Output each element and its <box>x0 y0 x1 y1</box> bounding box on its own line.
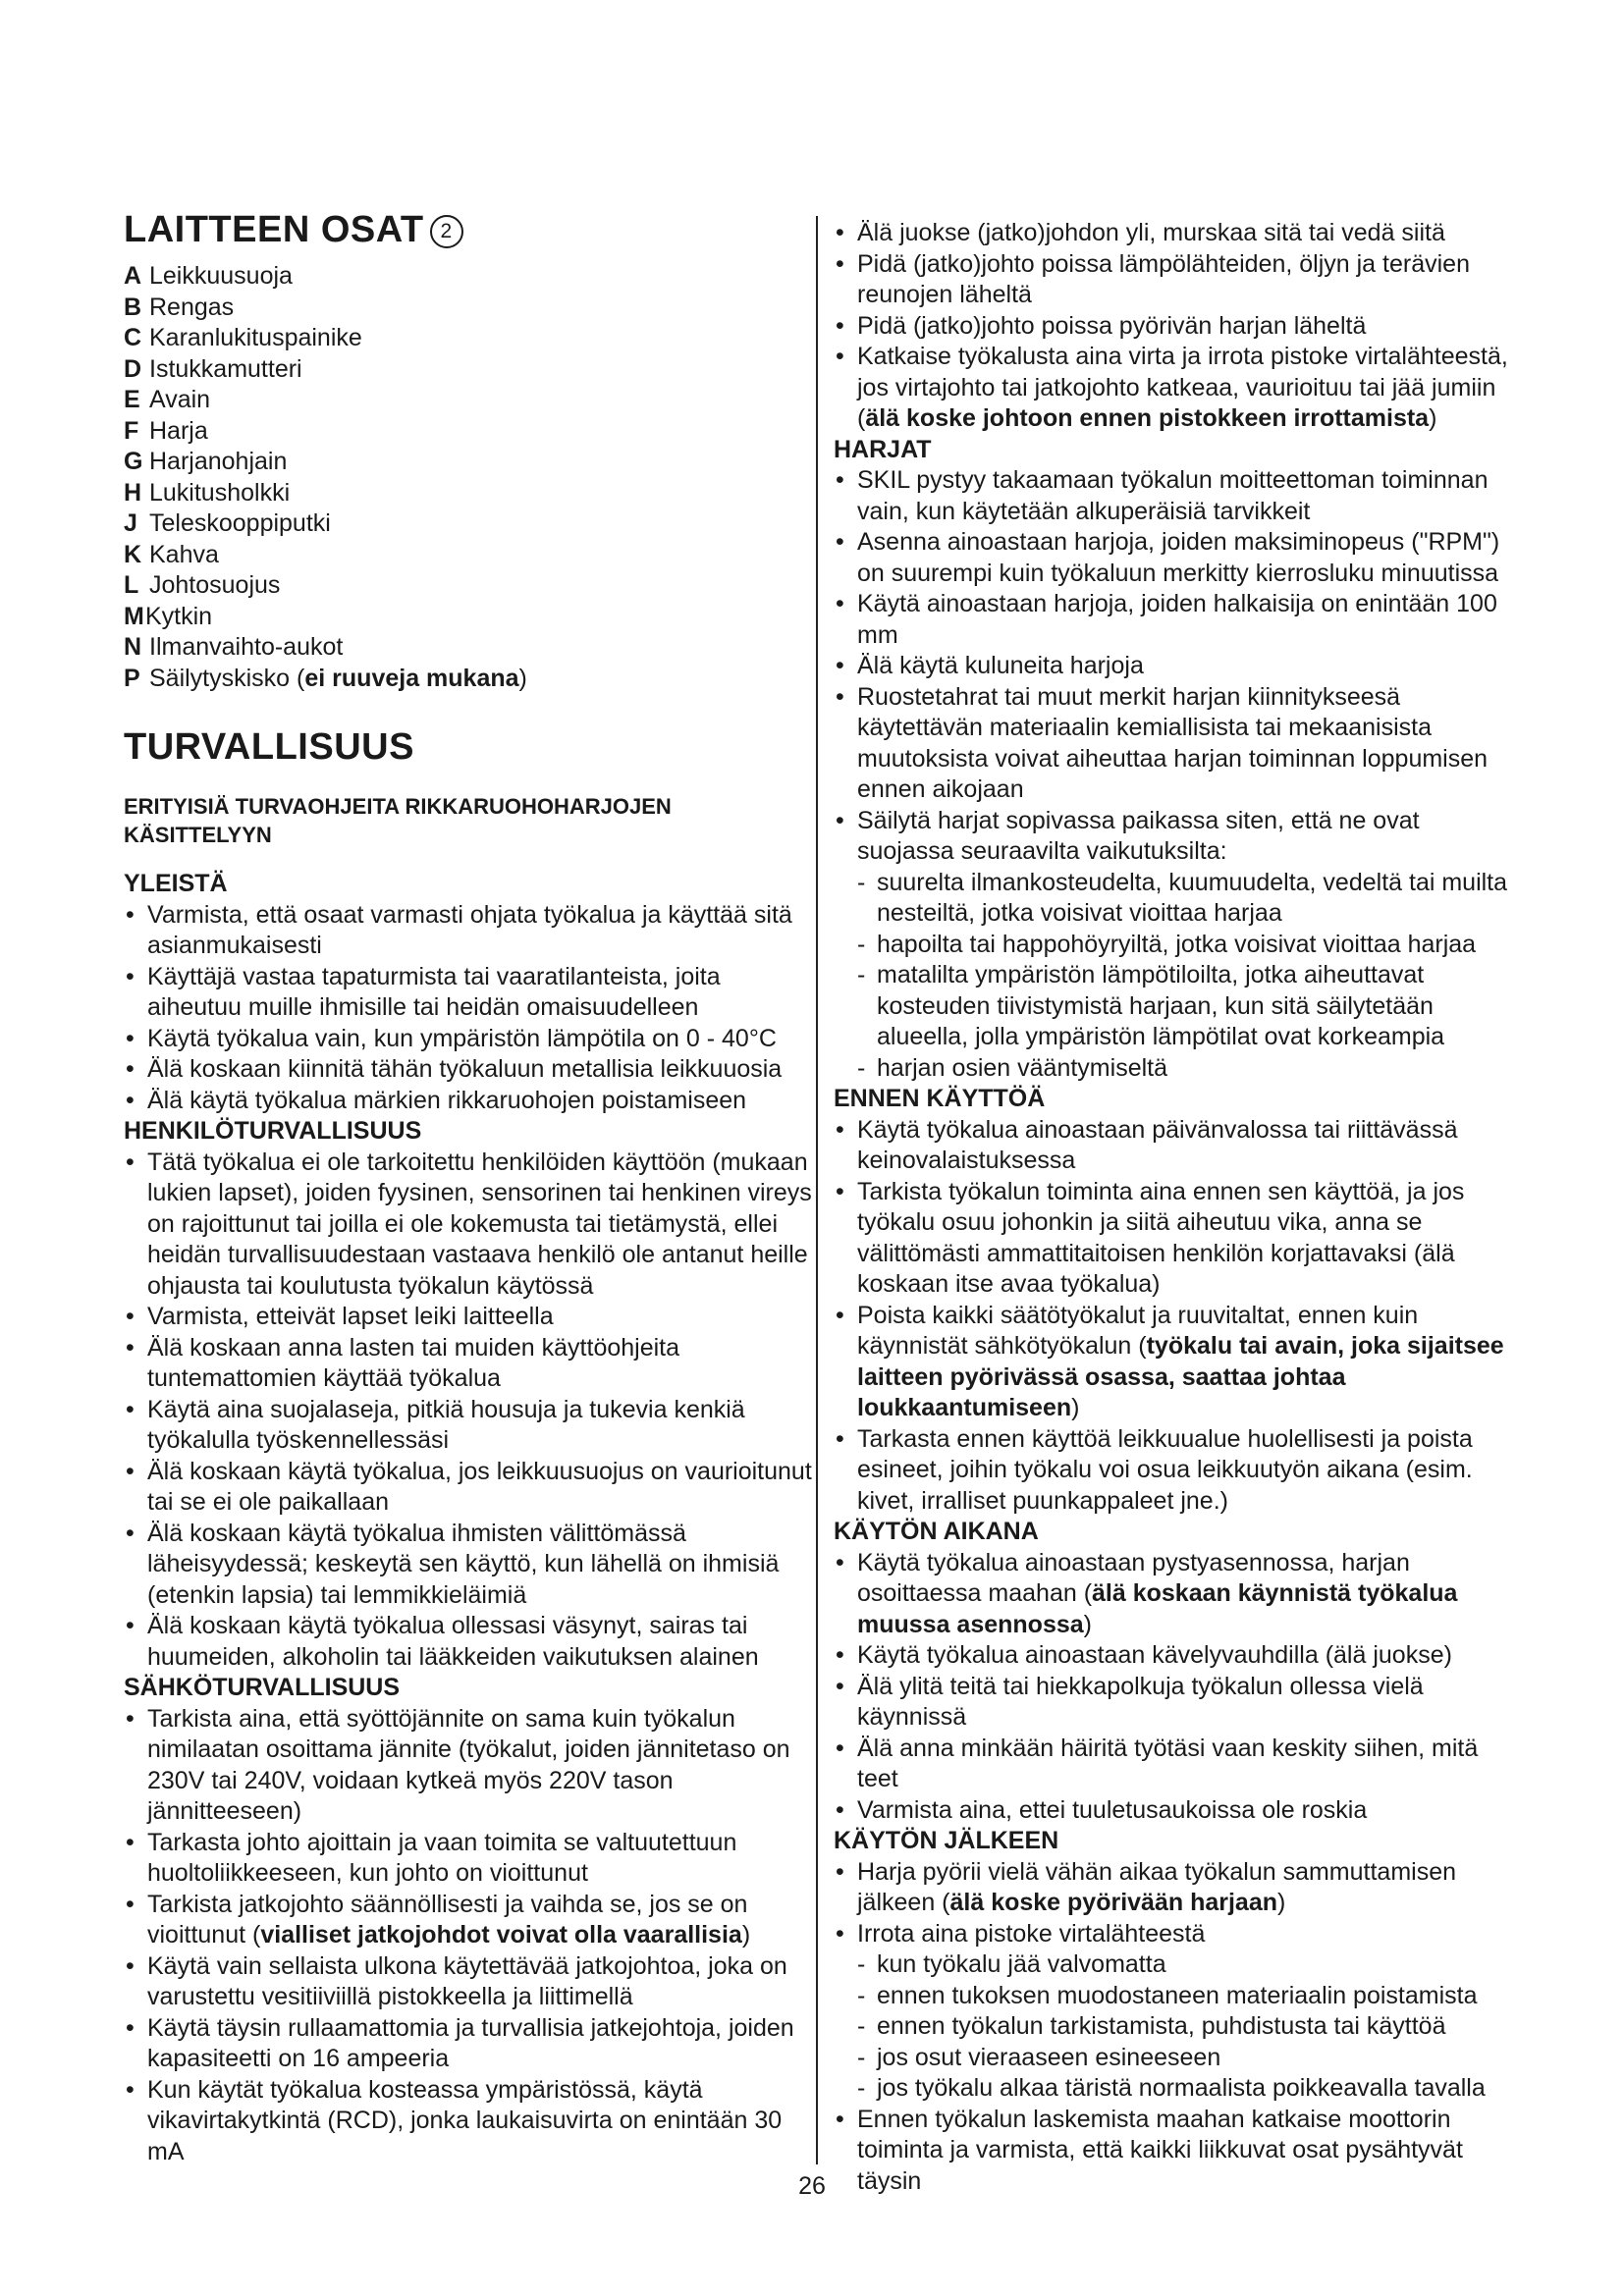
parts-item: G Harjanohjain <box>124 448 288 475</box>
list-item: • Käytä työkalua ainoastaan pystyasennossa, harjan osoittaessa maahan (älä koskaan käynnistä työkalua muussa asennossa) <box>834 1548 1521 1641</box>
parts-item: H Lukitusholkki <box>124 478 291 507</box>
page-number: 26 <box>798 2172 826 2200</box>
list-item: • Asenna ainoastaan harjoja, joiden maksiminopeus ("RPM") on suurempi kuin työkaluun merkitty kierrosluku minuutissa <box>834 527 1521 589</box>
sub-item: - jos työkalu alkaa täristä normaalista poikkeavalla tavalla <box>853 2073 1521 2105</box>
list-item: • Älä koskaan anna lasten tai muiden käyttöohjeita tuntemattomien käyttää työkalua <box>124 1333 816 1395</box>
list-item: • Älä koskaan kiinnitä tähän työkaluun metallisia leikkuuosia <box>124 1054 816 1086</box>
during-use-list <box>834 1548 1521 1827</box>
list-item: • Säilytä harjat sopivassa paikassa siten, että ne ovat suojassa seuraavilta vaikutuksilta: <box>834 806 1521 868</box>
general-list <box>124 900 816 1117</box>
list-item: • Varmista, että osaat varmasti ohjata työkalua ja käyttää sitä asianmukaisesti <box>124 900 816 962</box>
list-item: • Tarkasta ennen käyttöä leikkuualue huolellisesti ja poista esineet, joihin työkalu voi osua leikkuutyön aikana (esim. kivet, irralliset puunkappaleet jne.) <box>834 1424 1521 1518</box>
list-item: • Irrota aina pistoke virtalähteestä <box>834 1919 1521 1950</box>
sub-item: - ennen työkalun tarkistamista, puhdistusta tai käyttöä <box>853 2011 1521 2043</box>
general-heading: YLEISTÄ <box>124 870 228 897</box>
parts-item: P Säilytyskisko (ei ruuveja mukana) <box>124 664 527 692</box>
sub-item: - matalilta ympäristön lämpötiloilta, jotka aiheuttavat kosteuden tiivistymistä harjaan, kun sitä säilytetään alueella, jolla ympäristön lämpötilat ovat korkeampia <box>853 960 1521 1053</box>
after-use-sublist <box>834 1949 1521 2105</box>
parts-list <box>124 261 816 694</box>
list-item: • Käytä työkalua ainoastaan päivänvalossa tai riittävässä keinovalaistuksessa <box>834 1115 1521 1177</box>
list-item: • Varmista aina, ettei tuuletusaukoissa ole roskia <box>834 1795 1521 1827</box>
list-item: • Älä käytä työkalua märkien rikkaruohojen poistamiseen <box>124 1086 816 1117</box>
parts-item: L Johtosuojus <box>124 571 281 599</box>
list-item: • Käytä työkalua ainoastaan kävelyvauhdilla (älä juokse) <box>834 1640 1521 1672</box>
list-item: • SKIL pystyy takaamaan työkalun moitteettoman toiminnan vain, kun käytetään alkuperäisiä tarvikkeit <box>834 465 1521 527</box>
sub-item: - hapoilta tai happohöyryiltä, jotka voisivat vioittaa harjaa <box>853 930 1521 961</box>
personal-list <box>124 1148 816 1674</box>
list-item: • Älä koskaan käytä työkalua ihmisten välittömässä läheisyydessä; keskeytä sen käyttö, kun lähellä on ihmisiä (etenkin lapsia) tai lemmikkieläimiä <box>124 1519 816 1612</box>
left-column <box>124 206 816 2167</box>
sub-item: - jos osut vieraaseen esineeseen <box>853 2043 1521 2074</box>
safety-heading: TURVALLISUUS <box>124 726 414 768</box>
list-item: • Varmista, etteivät lapset leiki laitteella <box>124 1302 816 1333</box>
list-item: • Älä koskaan käytä työkalua ollessasi väsynyt, sairas tai huumeiden, alkoholin tai lääkkeiden vaikutuksen alainen <box>124 1611 816 1673</box>
list-item: • Käytä aina suojalaseja, pitkiä housuja ja tukevia kenkiä työkalulla työskennellessäsi <box>124 1395 816 1457</box>
figure-ref-badge: 2 <box>430 215 463 248</box>
parts-heading: LAITTEEN OSAT 2 <box>124 206 816 253</box>
list-item: • Älä käytä kuluneita harjoja <box>834 651 1521 682</box>
parts-item: F Harja <box>124 416 208 445</box>
right-column <box>834 218 1521 2197</box>
parts-item: C Karanlukituspainike <box>124 324 362 351</box>
after-use-heading: KÄYTÖN JÄLKEEN <box>834 1827 1059 1854</box>
list-item: • Tarkista jatkojohto säännöllisesti ja vaihda se, jos se on vioittunut (vialliset jatkojohdot voivat olla vaarallisia) <box>124 1890 816 1951</box>
list-item: • Harja pyörii vielä vähän aikaa työkalun sammuttamisen jälkeen (älä koske pyörivään harjaan) <box>834 1857 1521 1919</box>
list-item: • Ennen työkalun laskemista maahan katkaise moottorin toiminta ja varmista, että kaikki liikkuvat osat pysähtyvät täysin <box>834 2105 1521 2198</box>
parts-item: MKytkin <box>124 602 213 630</box>
sub-item: - harjan osien vääntymiseltä <box>853 1053 1521 1085</box>
list-item: • Älä juokse (jatko)johdon yli, murskaa sitä tai vedä siitä <box>834 218 1521 249</box>
list-item: • Käytä ainoastaan harjoja, joiden halkaisija on enintään 100 mm <box>834 589 1521 651</box>
list-item: • Älä koskaan käytä työkalua, jos leikkuusuojus on vaurioitunut tai se ei ole paikallaan <box>124 1457 816 1519</box>
parts-item: N Ilmanvaihto-aukot <box>124 633 344 661</box>
list-item: • Tarkasta johto ajoittain ja vaan toimita se valtuutettuun huoltoliikkeeseen, kun johto on vioittunut <box>124 1828 816 1890</box>
parts-item: E Avain <box>124 386 211 413</box>
parts-item: K Kahva <box>124 540 219 568</box>
list-item: • Katkaise työkalusta aina virta ja irrota pistoke virtalähteestä, jos virtajohto tai jatkojohto katkeaa, vaurioituu tai jää jumiin (älä koske johtoon ennen pistokkeen irrottamista) <box>834 342 1521 435</box>
parts-item: D Istukkamutteri <box>124 354 302 383</box>
safety-subtitle: ERITYISIÄ TURVAOHJEITA RIKKARUOHOHARJOJEN KÄSITTELYYN <box>124 794 672 847</box>
sub-item: - suurelta ilmankosteudelta, kuumuudelta, vedeltä tai muilta nesteiltä, jotka voisivat vioittaa harjaa <box>853 868 1521 930</box>
during-use-heading: KÄYTÖN AIKANA <box>834 1518 1039 1545</box>
list-item: • Käyttäjä vastaa tapaturmista tai vaaratilanteista, joita aiheutuu muille ihmisille tai heidän omaisuudelleen <box>124 962 816 1024</box>
brushes-list <box>834 465 1521 868</box>
list-item: • Käytä täysin rullaamattomia ja turvallisia jatkejohtoja, joiden kapasiteetti on 16 ampeeria <box>124 2013 816 2075</box>
list-item: • Kun käytät työkalua kosteassa ympäristössä, käytä vikavirtakytkintä (RCD), jonka laukaisuvirta on enintään 30 mA <box>124 2075 816 2168</box>
parts-item: A Leikkuusuoja <box>124 262 293 290</box>
after-use-list <box>834 1857 1521 1950</box>
list-item: • Pidä (jatko)johto poissa pyörivän harjan läheltä <box>834 311 1521 343</box>
electrical-heading: SÄHKÖTURVALLISUUS <box>124 1674 401 1701</box>
list-item: • Tarkista työkalun toiminta aina ennen sen käyttöä, ja jos työkalu osuu johonkin ja siitä aiheutuu vika, anna se välittömästi ammattitaitoisen henkilön korjattavaksi (älä koskaan itse avaa työkalua) <box>834 1177 1521 1301</box>
brushes-heading: HARJAT <box>834 435 932 463</box>
parts-item: J Teleskooppiputki <box>124 509 331 537</box>
list-item: • Käytä vain sellaista ulkona käytettävää jatkojohtoa, joka on varustettu vesitiiviillä pistokkeella ja liittimellä <box>124 1951 816 2013</box>
column-divider <box>816 216 818 2164</box>
list-item: • Ruostetahrat tai muut merkit harjan kiinnitykseesä käytettävän materiaalin kemiallisista tai mekaanisista muutoksista voivat aiheuttaa harjan toiminnan loppumisen ennen aikojaan <box>834 682 1521 806</box>
sub-item: - ennen tukoksen muodostaneen materiaalin poistamista <box>853 1981 1521 2012</box>
sub-item: - kun työkalu jää valvomatta <box>853 1949 1521 1981</box>
parts-item: B Rengas <box>124 293 235 321</box>
personal-heading: HENKILÖTURVALLISUUS <box>124 1117 422 1145</box>
brushes-sublist <box>834 868 1521 1085</box>
list-item: • Käytä työkalua vain, kun ympäristön lämpötila on 0 - 40°C <box>124 1024 816 1055</box>
list-item: • Älä anna minkään häiritä työtäsi vaan keskity siihen, mitä teet <box>834 1734 1521 1795</box>
before-use-heading: ENNEN KÄYTTÖÄ <box>834 1085 1046 1112</box>
list-item: • Tätä työkalua ei ole tarkoitettu henkilöiden käyttöön (mukaan lukien lapset), joiden fyysinen, sensorinen tai henkinen vireys on rajoittunut tai joilla ei ole kokemusta tai tietämystä, ellei heidän turvallisuudestaan vastaava henkilö ole antanut heille ohjausta tai koulutusta työkalun käytössä <box>124 1148 816 1303</box>
list-item: • Poista kaikki säätötyökalut ja ruuvitaltat, ennen kuin käynnistät sähkötyökalun (työkalu tai avain, joka sijaitsee laitteen pyörivässä osassa, saattaa johtaa loukkaantumiseen) <box>834 1301 1521 1424</box>
before-use-list <box>834 1115 1521 1518</box>
list-item: • Älä ylitä teitä tai hiekkapolkuja työkalun ollessa vielä käynnissä <box>834 1672 1521 1734</box>
electrical-list <box>124 1704 816 2168</box>
cord-list <box>834 218 1521 435</box>
list-item: • Pidä (jatko)johto poissa lämpölähteiden, öljyn ja terävien reunojen läheltä <box>834 249 1521 311</box>
list-item: • Tarkista aina, että syöttöjännite on sama kuin työkalun nimilaatan osoittama jännite (työkalut, joiden jännitetaso on 230V tai 240V, voidaan kytkeä myös 220V tason jännitteeseen) <box>124 1704 816 1828</box>
